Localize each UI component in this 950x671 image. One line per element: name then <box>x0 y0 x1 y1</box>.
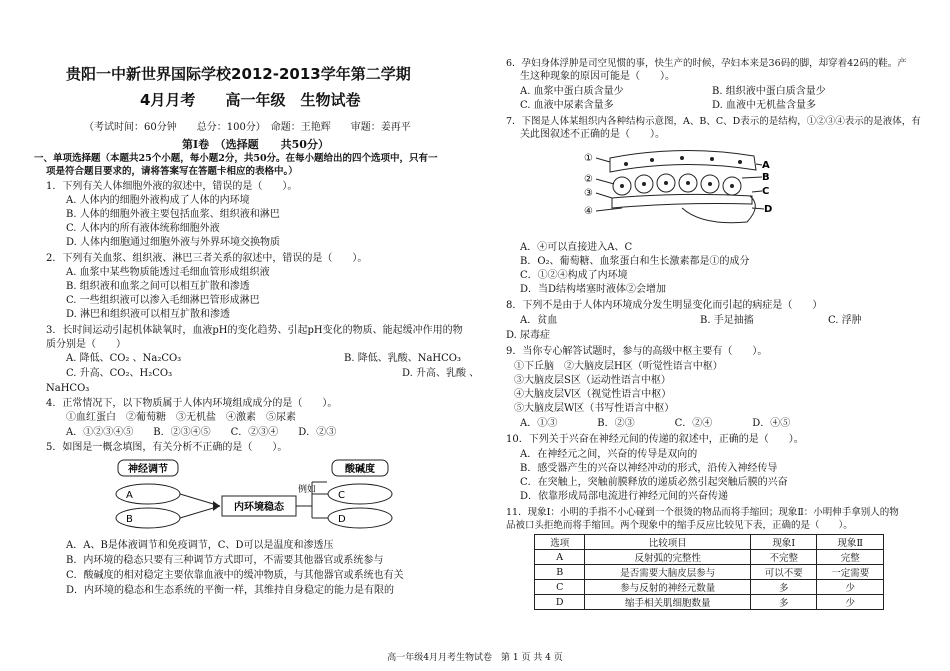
option-b: B. 人体的细胞外液主要包括血浆、组织液和淋巴 <box>66 209 280 220</box>
option-c: C. 一些组织液可以渗入毛细淋巴管形成淋巴 <box>66 295 260 306</box>
option-b: B．O₂、葡萄糖、血浆蛋白和生长激素都是①的成分 <box>520 256 750 267</box>
question-stem: 5．如图是一概念填图，有关分析不正确的是（ ）。 <box>46 442 288 453</box>
cell: 反射弧的完整性 <box>585 550 751 565</box>
question-stem-cont: 品被口头拒绝而将手缩回。两个现象中的缩手反应比较见下表，正确的是（ ）。 <box>506 520 853 531</box>
ellipse-d-label: D <box>338 514 346 525</box>
question-options: A．①③ B．②③ C．②④ D．④⑤ <box>520 418 791 429</box>
option-d: D．依靠形成局部电流进行神经元间的兴奋传递 <box>520 491 729 502</box>
table-row <box>535 595 884 610</box>
header-cell: 比较项目 <box>585 535 751 550</box>
table-row <box>535 580 884 595</box>
question-stem: 8．下列不是由于人体内环境成分发生明显变化而引起的病症是（ ） <box>506 300 823 311</box>
option-d: D. 升高、乳酸 、 <box>402 368 480 379</box>
label-1: ① <box>584 153 593 164</box>
option-c: C．在突触上，突触前膜释放的递质必然引起突触后膜的兴奋 <box>520 477 788 488</box>
option-a: A．A、B是体液调节和免疫调节，C、D可以是温度和渗透压 <box>66 540 334 551</box>
section-heading: 第Ⅰ卷 （选择题 共50分） <box>182 138 329 151</box>
ellipse-b-label: B <box>126 514 133 525</box>
option-b: B. 组织液和血浆之间可以相互扩散和渗透 <box>66 281 250 292</box>
option-d: D. 尿毒症 <box>506 330 551 341</box>
lymph-vessel-wall <box>612 194 752 208</box>
ellipse-a-label: A <box>126 490 133 501</box>
instructions-line2: 项是符合题目要求的，请将答案写在答题卡相应的表格中。） <box>46 166 298 177</box>
item-4: ④大脑皮层V区（视觉性语言中枢） <box>514 389 672 400</box>
option-a: A. 血浆中某些物质能透过毛细血管形成组织液 <box>66 267 270 278</box>
capillary-a-wall <box>610 150 756 172</box>
example-label: 例如 <box>298 485 317 495</box>
question-stem: 2．下列有关血浆、组织液、淋巴三者关系的叙述中，错误的是（ ）。 <box>46 253 368 264</box>
option-a: A. 降低、CO₂ 、Na₂CO₃ <box>66 353 182 364</box>
question-stem: 9．当你专心解答试题时，参与的高级中枢主要有（ ）。 <box>506 346 768 357</box>
option-b: B. 手足抽搐 <box>700 315 754 326</box>
cell: 多 <box>751 595 817 610</box>
box-homeostasis-label: 内环境稳态 <box>234 502 284 513</box>
option-d: D．内环境的稳态和生态系统的平衡一样，其维持自身稳定的能力是有限的 <box>66 585 395 596</box>
option-d: D. 淋巴和组织液可以相互扩散和渗透 <box>66 309 231 320</box>
option-c: C. 升高、CO₂、H₂CO₃ <box>66 368 173 379</box>
option-c: C. 血液中尿素含量多 <box>520 100 614 111</box>
question-stem: 6．孕妇身体浮肿是司空见惯的事，快生产的时候，孕妇本来是36码的脚，却穿着42码的鞋。产 <box>506 58 907 69</box>
tissue-structure-diagram <box>582 146 782 228</box>
cell: 不完整 <box>751 550 817 565</box>
option-c: C. 人体内的所有液体统称细胞外液 <box>66 223 220 234</box>
cell: 少 <box>817 580 884 595</box>
header-cell: 现象Ⅰ <box>751 535 817 550</box>
concept-map-diagram <box>112 456 412 532</box>
cell: 参与反射的神经元数量 <box>585 580 751 595</box>
box-neural-regulation-label: 神经调节 <box>128 464 168 475</box>
item-3: ③大脑皮层S区（运动性语言中枢） <box>514 375 671 386</box>
item-5: ⑤大脑皮层W区（书写性语言中枢） <box>514 403 675 414</box>
header-cell: 现象Ⅱ <box>817 535 884 550</box>
cell: B <box>535 565 585 580</box>
option-c: C．酸碱度的相对稳定主要依靠血液中的缓冲物质，与其他器官或系统也有关 <box>66 570 404 581</box>
cell: A <box>535 550 585 565</box>
cell: C <box>535 580 585 595</box>
cell: 是否需要大脑皮层参与 <box>585 565 751 580</box>
option-b: B．感受器产生的兴奋以神经冲动的形式，沿传入神经传导 <box>520 463 778 474</box>
question-stem-cont: 关此图叙述不正确的是（ ）。 <box>520 129 665 140</box>
question-stem: 4．正常情况下，以下物质属于人体内环境组成成分的是（ ）。 <box>46 398 338 409</box>
question-stem: 1．下列有关人体细胞外液的叙述中，错误的是（ ）。 <box>46 181 298 192</box>
option-d: D. 血液中无机盐含量多 <box>712 100 817 111</box>
label-a: A <box>762 160 770 171</box>
label-b: B <box>762 172 770 183</box>
option-d: D．当D结构堵塞时液体②会增加 <box>520 284 667 295</box>
option-a: A. 血浆中蛋白质含量少 <box>520 86 624 97</box>
header-cell: 选项 <box>535 535 585 550</box>
box-ph-label: 酸碱度 <box>345 464 375 475</box>
question-stem: 10．下列关于兴奋在神经元间的传递的叙述中，正确的是（ ）。 <box>506 434 804 445</box>
question-stem-cont: 生这种现象的原因可能是（ ）。 <box>520 71 675 82</box>
question-stem-cont: 质分别是（ ） <box>46 339 126 350</box>
ellipse-c-label: C <box>338 490 345 501</box>
label-4: ④ <box>584 206 593 217</box>
question-options: A．①②③④⑤ B．②③④⑤ C．②③④ D．②③ <box>66 427 337 438</box>
tissue-cells <box>613 174 741 195</box>
option-a: A．④可以直接进入A、C <box>520 242 633 253</box>
option-a: A．在神经元之间，兴奋的传导是双向的 <box>520 449 698 460</box>
exam-meta: （考试时间：60分钟 总分：100分） 命题：王艳辉 审题：姜再平 <box>84 122 411 133</box>
option-c: C．①②④构成了内环境 <box>520 270 628 281</box>
cell: 少 <box>817 595 884 610</box>
table-row <box>535 565 884 580</box>
table-row <box>535 550 884 565</box>
option-b: B. 组织液中蛋白质含量少 <box>712 86 826 97</box>
option-c: C. 浮肿 <box>828 315 862 326</box>
label-2: ② <box>584 174 593 185</box>
cell: D <box>535 595 585 610</box>
table-header <box>535 535 884 550</box>
arrowhead-in <box>213 501 220 511</box>
cell: 多 <box>751 580 817 595</box>
instructions-line1: 一、单项选择题（本题共25个小题，每小题2分，共50分。在每小题给出的四个选项中，只有一 <box>34 153 438 164</box>
question-stem: 11．现象Ⅰ：小明的手指不小心碰到一个很烫的物品而将手缩回；现象Ⅱ：小明伸手拿别人的物 <box>506 507 899 518</box>
cell: 一定需要 <box>817 565 884 580</box>
question-stem: 7．下图是人体某组织内各种结构示意图，A、B、C、D表示的是结构，①②③④表示的是液体，有 <box>506 116 921 127</box>
cell: 完整 <box>817 550 884 565</box>
cell: 缩手相关肌细胞数量 <box>585 595 751 610</box>
comparison-table <box>534 534 884 610</box>
cell: 可以不要 <box>751 565 817 580</box>
option-b: B．内环境的稳态只要有三种调节方式即可，不需要其他器官或系统参与 <box>66 555 384 566</box>
option-a: A. 人体内的细胞外液构成了人体的内环境 <box>66 195 250 206</box>
label-3: ③ <box>584 188 593 199</box>
exam-title-line2: 4月月考 高一年级 生物试卷 <box>140 91 361 109</box>
option-d: D. 人体内细胞通过细胞外液与外界环境交换物质 <box>66 237 281 248</box>
item-1-2: ①下丘脑 ②大脑皮层H区（听觉性语言中枢） <box>514 361 723 372</box>
option-a: A．贫血 <box>520 315 558 326</box>
option-d-cont: NaHCO₃ <box>46 383 90 394</box>
question-items: ①血红蛋白 ②葡萄糖 ③无机盐 ④激素 ⑤尿素 <box>66 412 296 423</box>
exam-title-line1: 贵阳一中新世界国际学校2012-2013学年第二学期 <box>66 65 411 83</box>
page-footer: 高一年级4月月考生物试卷 第 1 页 共 4 页 <box>387 653 563 663</box>
label-c: C <box>762 186 770 197</box>
label-d: D <box>764 204 773 215</box>
option-b: B. 降低、乳酸、NaHCO₃ <box>344 353 461 364</box>
question-stem: 3．长时间运动引起机体缺氧时，血液pH的变化趋势、引起pH变化的物质、能起缓冲作用的物 <box>46 325 463 336</box>
